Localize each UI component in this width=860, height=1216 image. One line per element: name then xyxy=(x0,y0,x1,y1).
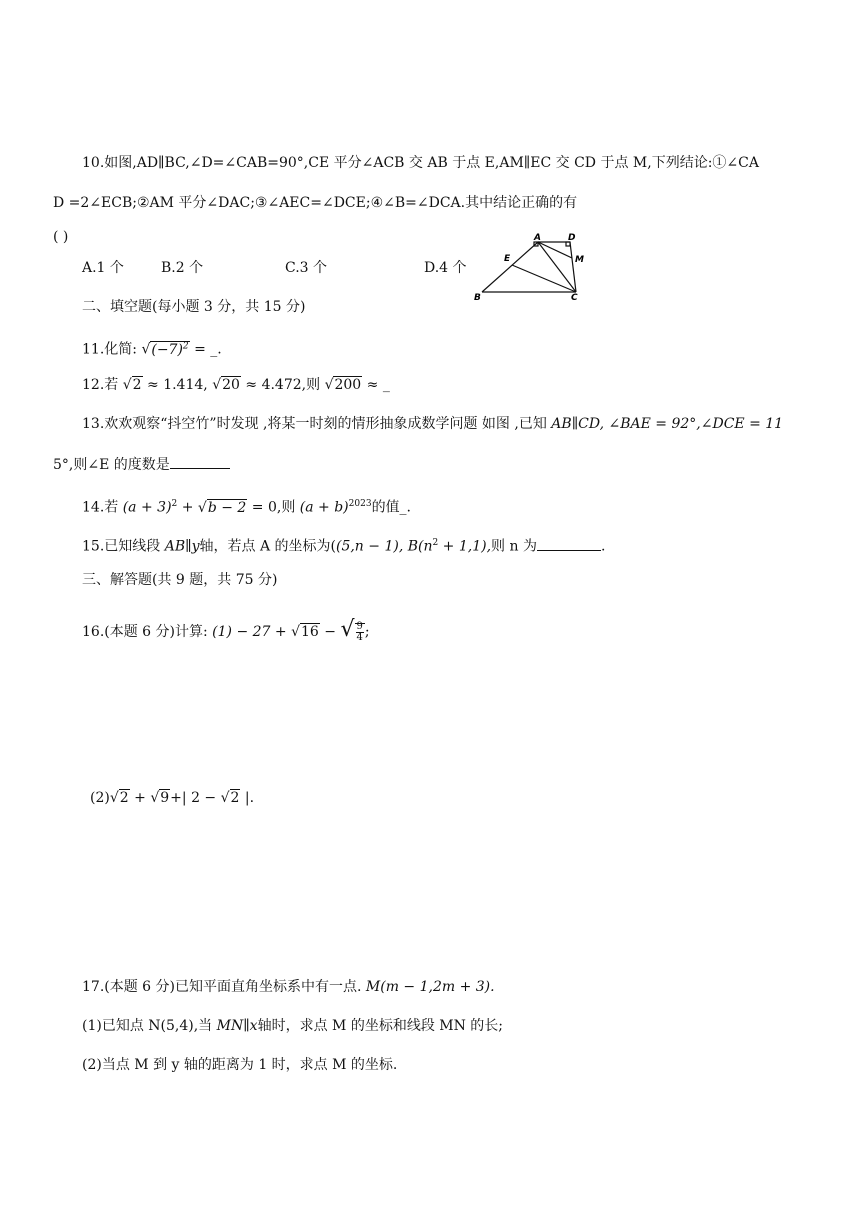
q14-sqrt: √b − 2 xyxy=(197,499,247,516)
q11-prefix: 11.化简: xyxy=(82,341,137,358)
q12-v2: ≈ 4.472,则 xyxy=(240,377,321,393)
q14-suffix: 的值_. xyxy=(371,499,412,516)
q17-part1 xyxy=(82,1016,503,1036)
q15-m3: + 1,1), xyxy=(438,538,492,555)
q17-text: 17.(本题 6 分)已知平面直角坐标系中有一点. xyxy=(82,979,362,995)
q13-line2 xyxy=(53,454,230,475)
q11-exp: 2 xyxy=(182,341,189,351)
q16-sqrt-2b: √2 xyxy=(220,790,240,806)
q14-b-exp: 2023 xyxy=(348,499,372,509)
fig-label-d: D xyxy=(568,233,576,243)
q12-prefix: 12.若 xyxy=(82,377,119,393)
q15-b: 轴，若点 A 的坐标为( xyxy=(199,538,336,555)
q11-radicand: (−7) xyxy=(151,341,183,358)
q10-geometry-figure xyxy=(470,230,590,305)
section-3-heading: 三、解答题(共 9 题，共 75 分) xyxy=(82,572,278,588)
q15-end: . xyxy=(600,538,606,555)
q11-suffix: = _. xyxy=(189,341,222,358)
q11-line xyxy=(82,336,222,360)
q12-sqrt-3: √200 xyxy=(324,377,362,393)
q14-eq: = 0,则 xyxy=(247,499,296,516)
q16-sqrt-2a: √2 xyxy=(109,790,129,806)
q16-frac-den: 4 xyxy=(356,631,363,643)
fig-label-c: C xyxy=(571,293,578,303)
q10-line2: D =2∠ECB;②AM 平分∠DAC;③∠AEC=∠DCE;④∠B=∠DCA.其中结论正确的有 xyxy=(53,195,578,211)
q15-m1: AB∥y xyxy=(160,538,200,555)
q17-math: M(m − 1,2m + 3). xyxy=(361,979,495,995)
q16-expr2-a: (2) xyxy=(90,790,110,806)
q13-text: 13.欢欢观察“抖空竹”时发现 ,将某一时刻的情形抽象成数学问题 如图 ,已知 xyxy=(82,416,547,432)
fig-label-b: B xyxy=(474,293,481,303)
q14-b: (a + b) xyxy=(299,499,349,516)
q12-sqrt-1: √2 xyxy=(122,377,142,393)
fig-label-e: E xyxy=(504,254,511,264)
q15-answer-blank[interactable] xyxy=(537,536,601,551)
q10-paren: ( ) xyxy=(53,229,69,245)
q16-expr1-end: ; xyxy=(364,624,370,640)
q11-sqrt: $√(-7)^2$ xyxy=(141,341,189,358)
q15-exp: 2 xyxy=(432,538,439,548)
q15-c: 则 n 为 xyxy=(491,538,537,555)
q14-a-exp: 2 xyxy=(171,499,178,509)
section-2-heading: 二、填空题(每小题 3 分，共 15 分) xyxy=(82,299,306,315)
q16-expr2-c: +| 2 − xyxy=(170,790,221,806)
q16-expr2-b: + xyxy=(129,790,151,806)
q10-option-b: B.2 个 xyxy=(161,260,204,276)
q15-line xyxy=(82,533,605,557)
q15-m2: (5,n − 1), B(n xyxy=(335,538,433,555)
q16-line1 xyxy=(82,616,370,646)
q16-sqrt-9: √9 xyxy=(150,790,170,806)
q10-option-d: D.4 个 xyxy=(424,260,467,276)
q13-line1 xyxy=(82,414,783,434)
q17-part2: (2)当点 M 到 y 轴的距离为 1 时，求点 M 的坐标. xyxy=(82,1057,398,1073)
q12-v3: ≈ _ xyxy=(362,377,390,393)
q16-prefix: 16.(本题 6 分)计算: xyxy=(82,624,208,640)
q16-expr2-d: |. xyxy=(240,790,255,806)
q13-line2-text: 5°,则∠E 的度数是 xyxy=(53,457,170,473)
q16-sqrt-16: √16 xyxy=(291,624,319,640)
q16-line2 xyxy=(90,788,254,808)
q15-a: 15.已知线段 xyxy=(82,538,161,555)
q12-line xyxy=(82,375,390,395)
q14-a: (a + 3) xyxy=(122,499,172,516)
q17-part1-b: 轴时，求点 M 的坐标和线段 MN 的长; xyxy=(257,1018,504,1034)
q16-frac-num: 9 xyxy=(356,620,363,632)
q13-answer-blank[interactable] xyxy=(170,454,230,469)
q14-prefix: 14.若 xyxy=(82,499,119,516)
q10-option-a: A.1 个 xyxy=(82,260,124,276)
fig-label-m: M xyxy=(575,255,584,265)
q16-expr1-b: − xyxy=(319,624,341,640)
q16-expr1-a: (1) − 27 + xyxy=(207,624,292,640)
q17-part1-a: (1)已知点 N(5,4),当 xyxy=(82,1018,213,1034)
q12-sqrt-2: √20 xyxy=(212,377,240,393)
q16-sqrt-frac: √ $\frac{9}{4}$ xyxy=(340,617,363,643)
q10-option-c: C.3 个 xyxy=(285,260,328,276)
q13-math: AB∥CD, ∠BAE = 92°,∠DCE = 11 xyxy=(546,416,784,432)
q12-v1: ≈ 1.414, xyxy=(142,377,208,393)
q14-plus: + xyxy=(177,499,198,516)
q10-line1: 10.如图,AD∥BC,∠D=∠CAB=90°,CE 平分∠ACB 交 AB 于点 E,AM∥EC 交 CD 于点 M,下列结论:①∠CA xyxy=(82,155,759,171)
fig-label-a: A xyxy=(534,233,541,243)
q17-line1 xyxy=(82,977,495,997)
q17-part1-m: MN∥x xyxy=(212,1018,258,1034)
q14-line xyxy=(82,494,411,518)
